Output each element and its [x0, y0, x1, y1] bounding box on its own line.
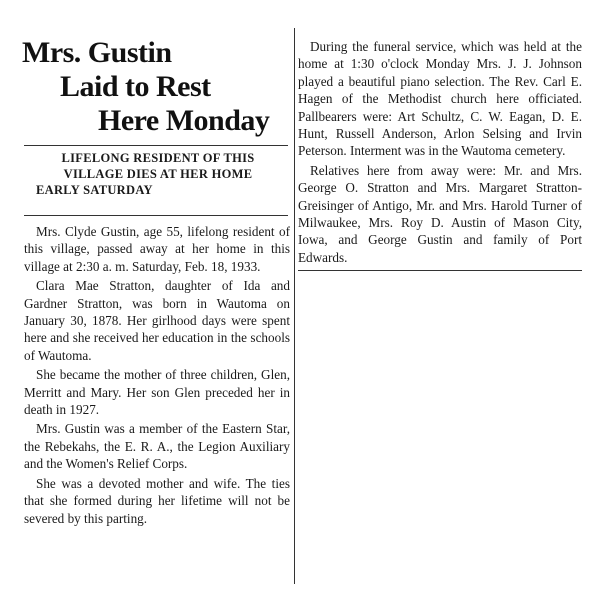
paragraph-death-notice: Mrs. Clyde Gustin, age 55, lifelong resident of this village, passed away at her home in this village at 2:30 a. m. Saturday, Feb. 18, 1933.	[24, 224, 290, 274]
paragraph-children: She became the mother of three children, Glen, Merritt and Mary. Her son Glen preceded her in death in 1927.	[24, 367, 290, 418]
headline-line-1: Mrs. Gustin	[22, 36, 172, 69]
paragraph-relatives: Relatives here from away were: Mr. and Mrs. George O. Stratton and Mrs. Margaret Stratton-Greisinger of Antigo, Mr. and Mrs. Harold Turner of Milwaukee, Mrs. Roy D. Austin of Mason City, Iowa, and George Gustin and family of Port Edwards.	[298, 162, 582, 265]
left-column	[22, 28, 295, 584]
subheadline	[26, 150, 290, 198]
paragraph-birth: Clara Mae Stratton, daughter of Ida and Gardner Stratton, was born in Wautoma on January 30, 1878. Her girlhood days were spent here and she received her education in the schools of Wautoma.	[24, 278, 290, 363]
headline-divider	[24, 145, 288, 146]
headline-line-3: Here Monday	[98, 104, 270, 137]
subheadline-line-3: EARLY SATURDAY	[36, 183, 153, 197]
article-body-left	[24, 223, 290, 529]
paragraph-tribute: She was a devoted mother and wife. The ties that she formed during her lifetime will not be severed by this parting.	[24, 475, 290, 526]
article-body-right	[298, 38, 582, 271]
subheadline-divider	[24, 215, 288, 216]
paragraph-memberships: Mrs. Gustin was a member of the Eastern Star, the Rebekahs, the E. R. A., the Legion Auxiliary and the Women's Relief Corps.	[24, 421, 290, 472]
subheadline-line-1: LIFELONG RESIDENT OF THIS	[61, 151, 255, 165]
headline-line-2: Laid to Rest	[60, 70, 211, 103]
subheadline-line-2: VILLAGE DIES AT HER HOME	[63, 167, 253, 181]
paragraph-funeral-service: During the funeral service, which was held at the home at 1:30 o'clock Monday Mrs. J. J. Johnson played a beautiful piano selection. The Rev. Carl E. Hagen of the Methodist church here officiated. Pallbearers were: Art Schultz, C. W. Eagan, D. E. Hunt, Russell Anderson, Arlon Selsing and Irvin Peterson. Interment was in the Wautoma cemetery.	[298, 39, 582, 159]
